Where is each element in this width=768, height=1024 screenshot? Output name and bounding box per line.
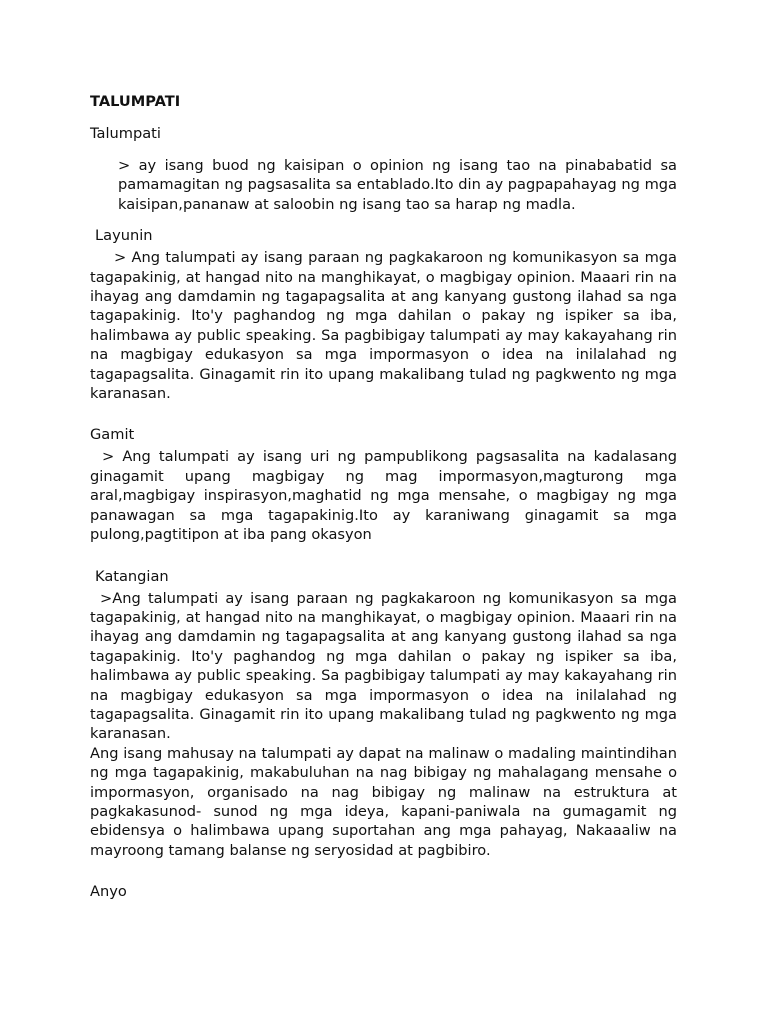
gamit-paragraph: [90, 447, 677, 544]
intro-heading: Talumpati: [90, 125, 161, 142]
anyo-heading: Anyo: [90, 883, 127, 901]
document-page: [90, 90, 677, 904]
layunin-paragraph: [90, 248, 677, 403]
spacer: [90, 860, 677, 880]
intro-paragraph: > ay isang buod ng kaisipan o opinion ng isang tao na pinababatid sa pamamagitan ng pagsasalita sa entablado.Ito din ay pagpapahayag ng mga kaisipan,pananaw at saloobin ng isang tao sa harap ng madla.: [118, 157, 677, 213]
katangian-paragraph-2: Ang isang mahusay na talumpati ay dapat na malinaw o madaling maintindihan ng mga tagapakinig, makabuluhan na nag bibigay ng mahalagang mensahe o impormasyon, organisado na nag bibigay ng malinaw na estruktura at pagkakasunod- sunod ng mga ideya, kapani-paniwala na gumagamit ng ebidensya o halimbawa upang suportahan ang mga pahayag, Nakaaaliw na mayroong tamang balanse ng seryosidad at pagbibiro.: [90, 744, 677, 859]
katangian-paragraph: [90, 589, 677, 744]
layunin-heading: Layunin: [95, 227, 153, 245]
document-title: TALUMPATI: [90, 93, 181, 110]
katangian-heading: Katangian: [95, 567, 169, 585]
gamit-text: > Ang talumpati ay isang uri ng pampublikong pagsasalita na kadalasang ginagamit upang magbigay ng mag impormasyon,magturong mga aral,magbigay inspirasyon,maghatid ng mga mensahe, o magbigay ng mga panawagan sa mga tagapakinig.Ito ay karaniwang ginagamit sa mga pulong,pagtitipon at iba pang okasyon: [90, 448, 677, 544]
spacer: [90, 403, 677, 423]
spacer: [90, 214, 677, 224]
spacer: [90, 114, 677, 122]
katangian-text: >Ang talumpati ay isang paraan ng pagkakaroon ng komunikasyon sa mga tagapakinig, at hangad nito na manghikayat, o magbigay opinion. Maaari rin na ihayag ang damdamin ng tagapagsalita at ang kanyang gustong ilahad sa nga tagapakinig. Ito'y paghandog ng mga dahilan o pakay ng ispiker sa iba, halimbawa ay public speaking. Sa pagbibigay talumpati ay may kakayahang rin na magbigay edukasyon sa mga impormasyon o idea na inilalahad ng tagapagsalita. Ginagamit rin ito upang makalibang tulad ng pagkwento ng mga karanasan.: [90, 589, 677, 743]
layunin-text: > Ang talumpati ay isang paraan ng pagkakaroon ng komunikasyon sa mga tagapakinig, at hangad nito na manghikayat, o magbigay opinion. Maaari rin na ihayag ang damdamin ng tagapagsalita at ang kanyang gustong ilahad sa nga tagapakinig. Ito'y paghandog ng mga dahilan o pakay ng ispiker sa iba, halimbawa ay public speaking. Sa pagbibigay talumpati ay may kakayahang rin na magbigay edukasyon sa mga impormasyon o idea na inilalahad ng tagapagsalita. Ginagamit rin ito upang makalibang tulad ng pagkwento ng mga karanasan.: [90, 249, 677, 403]
spacer: [90, 545, 677, 565]
spacer: [90, 146, 677, 156]
gamit-heading: Gamit: [90, 426, 135, 444]
